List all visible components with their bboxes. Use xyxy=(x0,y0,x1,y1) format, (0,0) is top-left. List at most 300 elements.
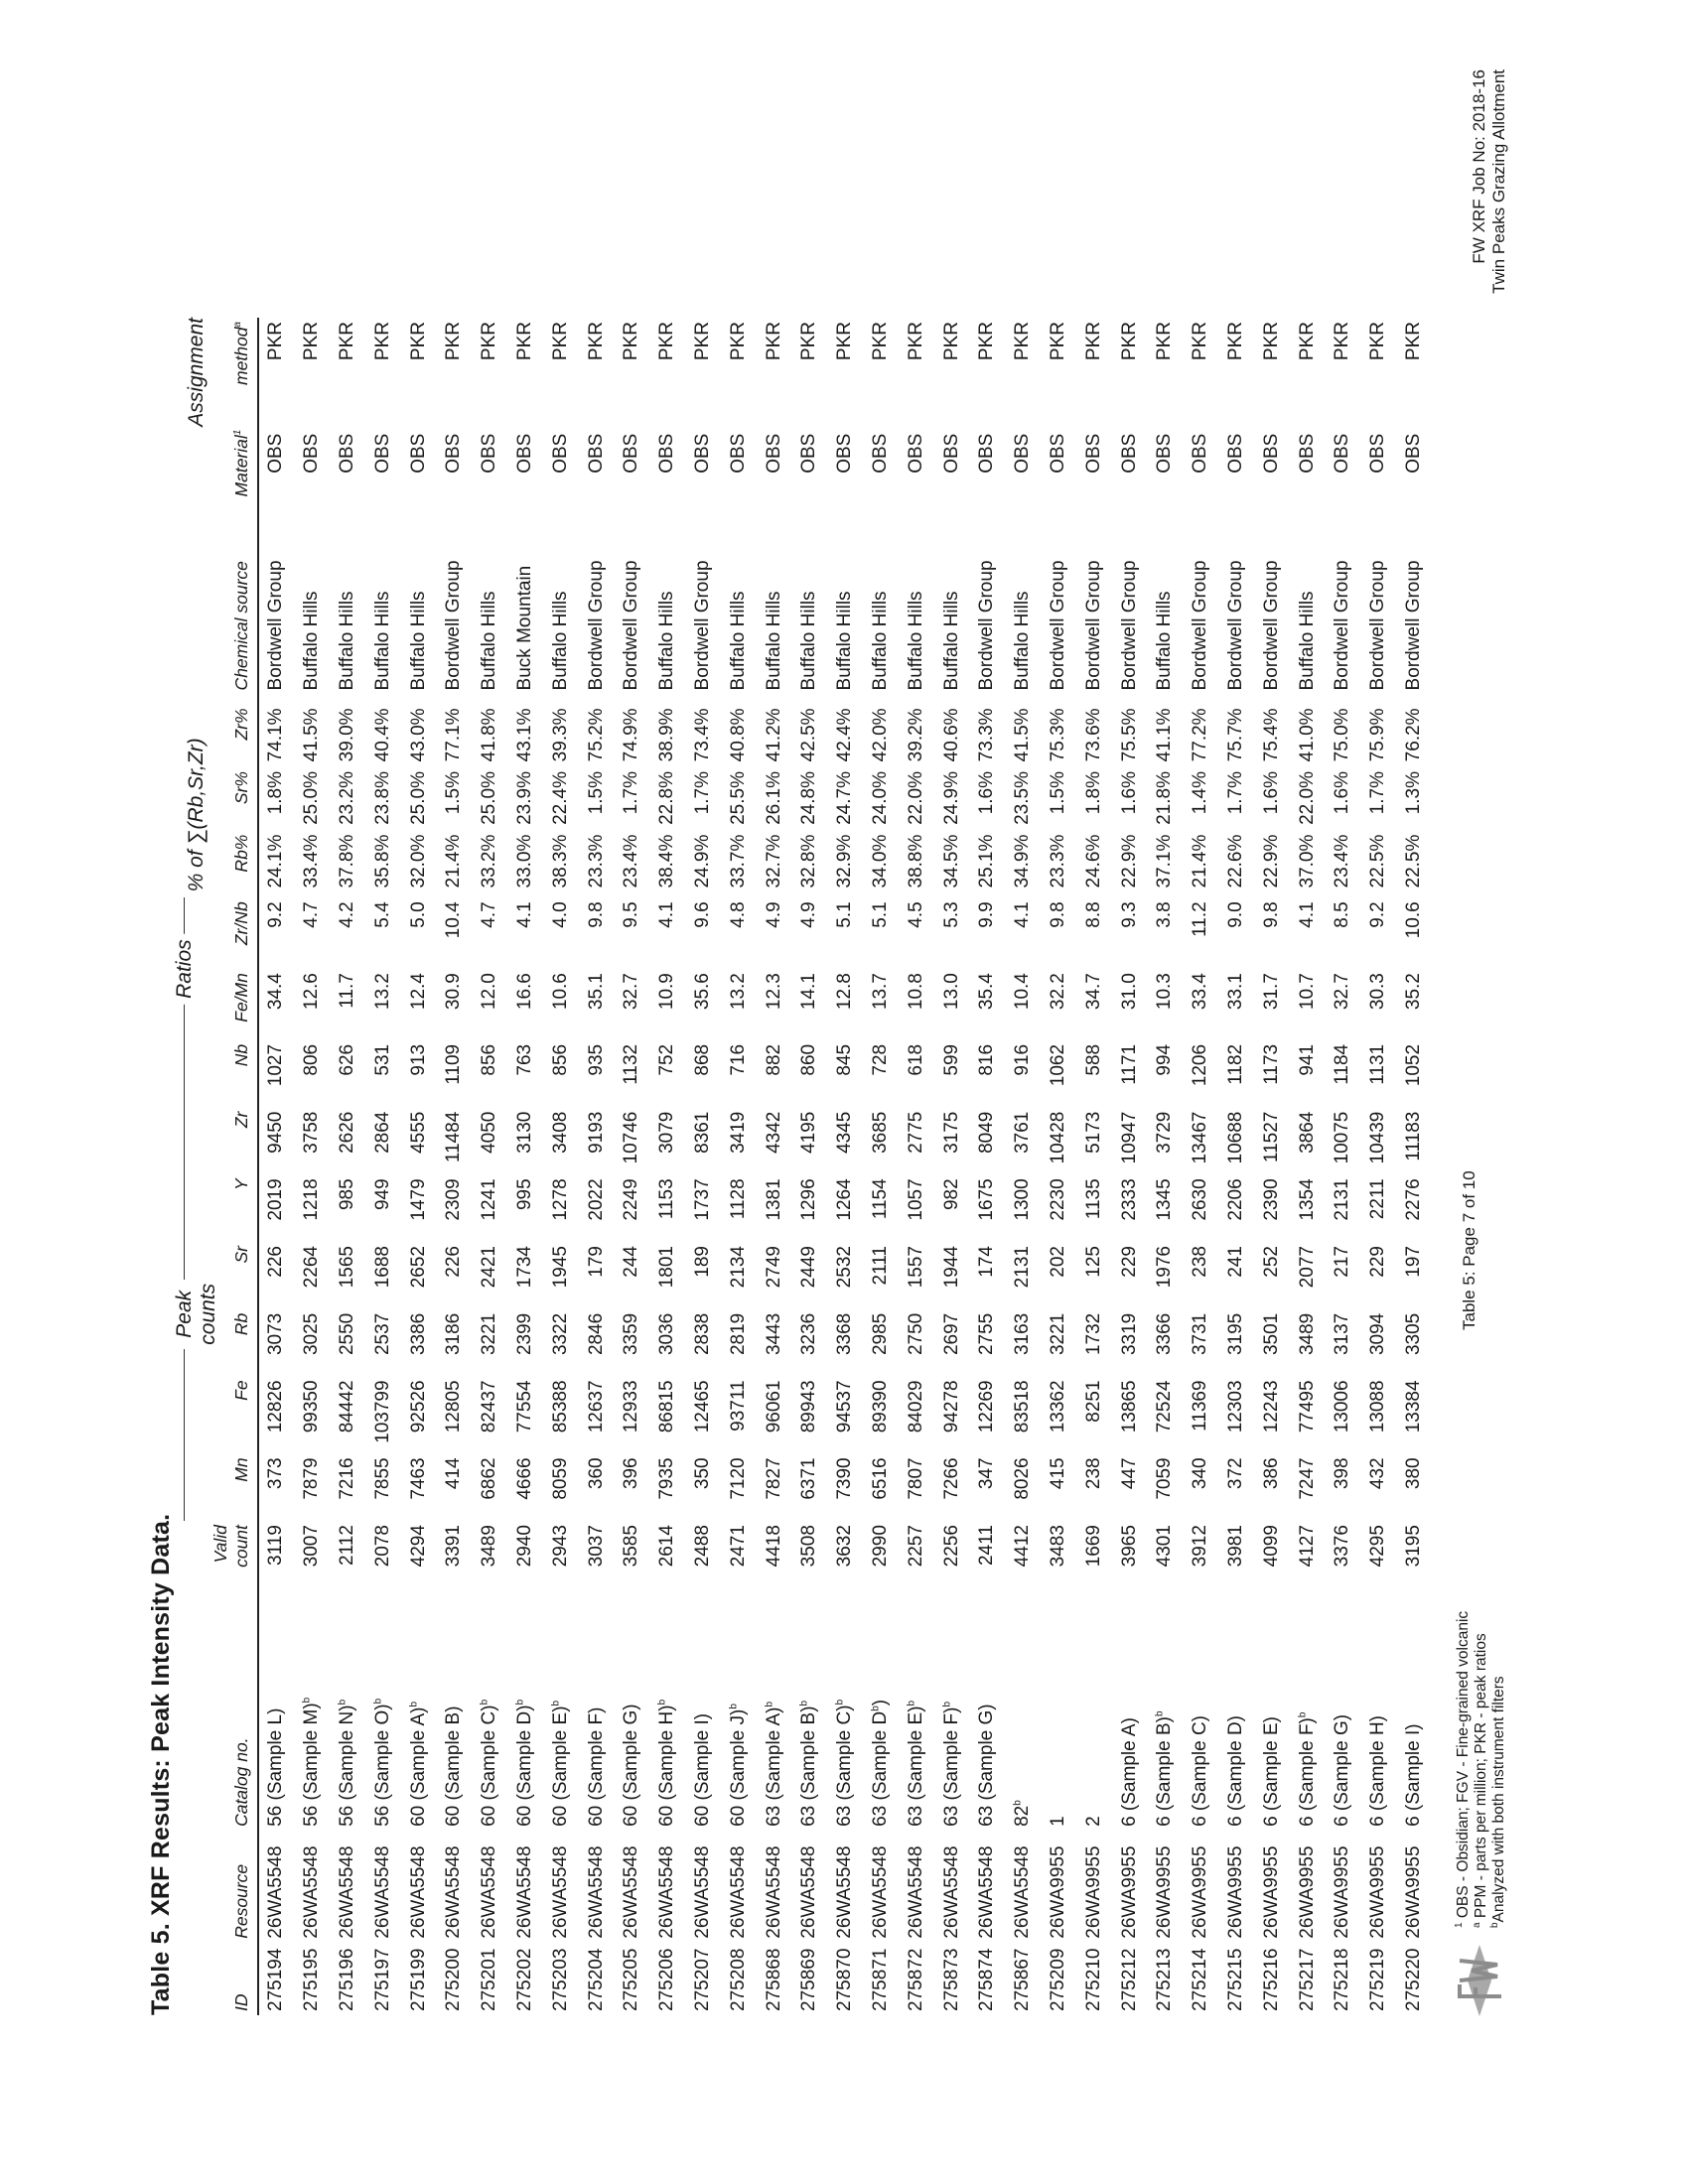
catalog-text: 60 (Sample B) xyxy=(443,1706,465,1827)
col-header-mn: Mn xyxy=(230,1457,251,1482)
cell-srp: 1.6% xyxy=(1260,771,1282,815)
cell-catalog xyxy=(401,1600,437,1831)
catalog-text: 60 (Sample G) xyxy=(621,1704,642,1827)
cell-mat: OBS xyxy=(1296,433,1318,474)
cell-chem: Bordwell Group xyxy=(1190,560,1211,691)
cell-mat: OBS xyxy=(1402,433,1424,474)
cell-resource: 26WA5548 xyxy=(301,1845,323,1939)
cell-meth: PKR xyxy=(798,322,820,361)
cell-zrp: 40.4% xyxy=(371,708,393,762)
cell-rb: 3137 xyxy=(1332,1312,1353,1356)
cell-id: 275203 xyxy=(549,1948,571,2011)
cell-zrp: 75.2% xyxy=(585,708,607,762)
cell-y: 2022 xyxy=(585,1178,607,1221)
col-header-rb-pct: Rb% xyxy=(230,834,251,873)
cell-y: 1154 xyxy=(869,1178,891,1220)
cell-zrp: 42.5% xyxy=(798,708,820,762)
cell-fe: 12269 xyxy=(976,1380,998,1433)
cell-femn: 13.2 xyxy=(727,973,749,1011)
cell-srp: 1.7% xyxy=(621,771,642,815)
cell-nb: 994 xyxy=(1154,1043,1176,1076)
cell-nb: 868 xyxy=(691,1043,713,1076)
cell-zrnb: 4.7 xyxy=(479,901,500,928)
cell-fe: 12933 xyxy=(621,1380,642,1433)
table-row xyxy=(863,318,899,2015)
cell-sr: 229 xyxy=(1367,1246,1389,1278)
cell-rb: 3489 xyxy=(1296,1312,1318,1356)
cell-chem: Bordwell Group xyxy=(443,560,465,691)
cell-zr: 3761 xyxy=(1012,1111,1034,1154)
cell-meth: PKR xyxy=(1118,322,1140,361)
cell-srp: 24.7% xyxy=(834,771,856,825)
cell-catalog xyxy=(934,1600,970,1831)
cell-femn: 10.3 xyxy=(1154,973,1176,1011)
cell-mat: OBS xyxy=(691,433,713,474)
cell-chem: Bordwell Group xyxy=(585,560,607,691)
catalog-text: 63 (Sample E) xyxy=(905,1706,926,1827)
cell-sr: 1734 xyxy=(513,1246,535,1289)
cell-femn: 10.7 xyxy=(1296,973,1318,1011)
cell-vc: 3585 xyxy=(621,1525,642,1568)
cell-chem: Bordwell Group xyxy=(621,560,642,691)
cell-zrp: 73.4% xyxy=(691,708,713,762)
cell-sr: 229 xyxy=(1118,1246,1140,1278)
cell-zrp: 75.7% xyxy=(1224,708,1246,762)
cell-resource: 26WA9955 xyxy=(1367,1845,1389,1939)
cell-id: 275204 xyxy=(585,1948,607,2011)
cell-id: 275873 xyxy=(940,1948,962,2011)
cell-nb: 728 xyxy=(869,1043,891,1076)
cell-femn: 34.7 xyxy=(1082,973,1104,1011)
cell-resource: 26WA5548 xyxy=(976,1845,998,1939)
cell-rbp: 38.3% xyxy=(549,834,571,888)
cell-zrp: 75.3% xyxy=(1047,708,1068,762)
cell-chem: Buffalo Hills xyxy=(656,591,678,691)
cell-zrnb: 5.0 xyxy=(407,901,429,928)
cell-resource: 26WA9955 xyxy=(1047,1845,1068,1939)
cell-mn: 447 xyxy=(1118,1457,1140,1490)
cell-fe: 13362 xyxy=(1047,1380,1068,1433)
cell-y: 1675 xyxy=(976,1178,998,1221)
catalog-suffix: ) xyxy=(869,1699,891,1706)
table-row xyxy=(614,318,649,2015)
cell-id: 275220 xyxy=(1402,1948,1424,2011)
cell-zrp: 43.0% xyxy=(407,708,429,762)
cell-sr: 2449 xyxy=(798,1246,820,1289)
cell-femn: 34.4 xyxy=(265,973,287,1011)
cell-mn: 7120 xyxy=(727,1457,749,1500)
cell-resource: 26WA5548 xyxy=(798,1845,820,1939)
cell-catalog xyxy=(507,1600,543,1831)
cell-y: 2309 xyxy=(443,1178,465,1221)
cell-rb: 3368 xyxy=(834,1312,856,1356)
cell-srp: 25.0% xyxy=(479,771,500,825)
cell-mat: OBS xyxy=(1047,433,1068,474)
cell-zrp: 77.1% xyxy=(443,708,465,762)
cell-rb: 3221 xyxy=(479,1312,500,1356)
cell-fe: 8251 xyxy=(1082,1380,1104,1423)
catalog-sup: b xyxy=(906,1700,917,1706)
cell-meth: PKR xyxy=(549,322,571,361)
cell-rbp: 34.0% xyxy=(869,834,891,888)
cell-zrnb: 9.8 xyxy=(585,901,607,928)
cell-resource: 26WA5548 xyxy=(869,1845,891,1939)
cell-zrp: 39.3% xyxy=(549,708,571,762)
cell-mn: 238 xyxy=(1082,1457,1104,1490)
cell-sr: 1565 xyxy=(336,1246,357,1289)
cell-zrnb: 11.2 xyxy=(1190,901,1211,937)
cell-sr: 241 xyxy=(1224,1246,1246,1278)
cell-meth: PKR xyxy=(763,322,784,361)
cell-mat: OBS xyxy=(727,433,749,474)
cell-mn: 347 xyxy=(976,1457,998,1490)
cell-id: 275212 xyxy=(1118,1948,1140,2011)
cell-srp: 21.8% xyxy=(1154,771,1176,825)
cell-mn: 7463 xyxy=(407,1457,429,1500)
cell-nb: 531 xyxy=(371,1043,393,1076)
cell-fe: 13006 xyxy=(1332,1380,1353,1433)
cell-y: 2276 xyxy=(1402,1178,1424,1221)
cell-resource: 26WA5548 xyxy=(691,1845,713,1939)
cell-mn: 373 xyxy=(265,1457,287,1490)
cell-catalog xyxy=(1147,1600,1183,1831)
cell-mat: OBS xyxy=(265,433,287,474)
cell-chem: Buffalo Hills xyxy=(940,591,962,691)
cell-vc: 3632 xyxy=(834,1525,856,1568)
col-header-resource: Resource xyxy=(230,1863,251,1939)
cell-zrnb: 4.0 xyxy=(549,901,571,928)
cell-resource: 26WA5548 xyxy=(1012,1845,1034,1939)
table-row xyxy=(258,318,295,2015)
cell-catalog xyxy=(1183,1600,1218,1831)
cell-femn: 35.2 xyxy=(1402,973,1424,1011)
cell-nb: 882 xyxy=(763,1043,784,1076)
table-row xyxy=(791,318,827,2015)
cell-zrp: 41.5% xyxy=(301,708,323,762)
cell-zrnb: 9.0 xyxy=(1224,901,1246,928)
cell-nb: 860 xyxy=(798,1043,820,1076)
cell-zr: 3079 xyxy=(656,1111,678,1154)
table-row xyxy=(721,318,757,2015)
table-row xyxy=(757,318,792,2015)
material-sup: 1 xyxy=(231,429,243,436)
cell-vc: 2614 xyxy=(656,1525,678,1568)
cell-nb: 941 xyxy=(1296,1043,1318,1076)
col-header-chemical-source: Chemical source xyxy=(230,561,251,691)
cell-resource: 26WA5548 xyxy=(549,1845,571,1939)
cell-y: 1218 xyxy=(301,1178,323,1221)
cell-rbp: 32.8% xyxy=(798,834,820,888)
cell-catalog xyxy=(365,1600,401,1831)
cell-mat: OBS xyxy=(940,433,962,474)
cell-fe: 89943 xyxy=(798,1380,820,1433)
cell-fe: 13088 xyxy=(1367,1380,1389,1433)
col-header-zr-pct: Zr% xyxy=(230,708,251,741)
cell-rbp: 21.4% xyxy=(443,834,465,888)
cell-zrp: 73.3% xyxy=(976,708,998,762)
ratios-label: Ratios xyxy=(173,933,197,1005)
cell-zrnb: 5.1 xyxy=(834,901,856,928)
table-row xyxy=(1360,318,1396,2015)
cell-chem: Buffalo Hills xyxy=(869,591,891,691)
cell-rb: 3731 xyxy=(1190,1312,1211,1356)
cell-zr: 10688 xyxy=(1224,1111,1246,1164)
cell-sr: 244 xyxy=(621,1246,642,1278)
cell-zr: 10075 xyxy=(1332,1111,1353,1164)
cell-y: 2333 xyxy=(1118,1178,1140,1221)
cell-chem: Buffalo Hills xyxy=(727,591,749,691)
cell-srp: 1.7% xyxy=(1224,771,1246,815)
cell-femn: 10.4 xyxy=(1012,973,1034,1011)
cell-chem: Bordwell Group xyxy=(1118,560,1140,691)
cell-resource: 26WA5548 xyxy=(443,1845,465,1939)
cell-fe: 86815 xyxy=(656,1380,678,1433)
cell-rb: 2985 xyxy=(869,1312,891,1356)
cell-id: 275218 xyxy=(1332,1948,1353,2011)
cell-id: 275202 xyxy=(513,1948,535,2011)
cell-mn: 386 xyxy=(1260,1457,1282,1490)
table-row xyxy=(685,318,721,2015)
table-row xyxy=(330,318,365,2015)
cell-vc: 3912 xyxy=(1190,1525,1211,1568)
cell-fe: 82437 xyxy=(479,1380,500,1433)
cell-resource: 26WA5548 xyxy=(336,1845,357,1939)
cell-rbp: 33.7% xyxy=(727,834,749,888)
cell-chem: Bordwell Group xyxy=(1332,560,1353,691)
cell-zrnb: 4.1 xyxy=(513,901,535,928)
cell-catalog xyxy=(1041,1600,1076,1831)
cell-id: 275216 xyxy=(1260,1948,1282,2011)
footnote-b-text: Analyzed with both instrument filters xyxy=(1490,1676,1507,1923)
catalog-text: 6 (Sample G) xyxy=(1332,1713,1353,1827)
cell-femn: 35.6 xyxy=(691,973,713,1011)
cell-y: 1345 xyxy=(1154,1178,1176,1221)
col-header-sr: Sr xyxy=(230,1246,251,1264)
assignment-group: Assignment xyxy=(184,318,208,427)
cell-nb: 1182 xyxy=(1224,1043,1246,1085)
cell-id: 275201 xyxy=(479,1948,500,2011)
catalog-text: 60 (Sample H) xyxy=(656,1705,678,1827)
cell-rbp: 22.6% xyxy=(1224,834,1246,888)
cell-vc: 3007 xyxy=(301,1525,323,1568)
cell-vc: 2943 xyxy=(549,1525,571,1568)
cell-fe: 84029 xyxy=(905,1380,926,1433)
cell-femn: 12.0 xyxy=(479,973,500,1011)
cell-chem: Buffalo Hills xyxy=(834,591,856,691)
cell-nb: 763 xyxy=(513,1043,535,1076)
cell-meth: PKR xyxy=(905,322,926,361)
cell-zr: 4555 xyxy=(407,1111,429,1154)
cell-y: 1296 xyxy=(798,1178,820,1221)
cell-mn: 380 xyxy=(1402,1457,1424,1490)
cell-mat: OBS xyxy=(371,433,393,474)
cell-fe: 12303 xyxy=(1224,1380,1246,1433)
cell-resource: 26WA5548 xyxy=(371,1845,393,1939)
cell-sr: 2421 xyxy=(479,1246,500,1289)
cell-id: 275872 xyxy=(905,1948,926,2011)
cell-mat: OBS xyxy=(905,433,926,474)
catalog-text: 82 xyxy=(1012,1805,1034,1827)
cell-mn: 432 xyxy=(1367,1457,1389,1490)
cell-vc: 2488 xyxy=(691,1525,713,1568)
cell-y: 2390 xyxy=(1260,1178,1282,1221)
col-header-sr-pct: Sr% xyxy=(230,771,251,805)
cell-mn: 7855 xyxy=(371,1457,393,1500)
cell-resource: 26WA5548 xyxy=(265,1845,287,1939)
cell-rbp: 33.4% xyxy=(301,834,323,888)
cell-nb: 588 xyxy=(1082,1043,1104,1076)
cell-y: 1479 xyxy=(407,1178,429,1221)
cell-chem: Bordwell Group xyxy=(1047,560,1068,691)
col-header-valid-count: Valid count xyxy=(210,1525,251,1568)
cell-meth: PKR xyxy=(940,322,962,361)
cell-catalog xyxy=(969,1600,1005,1831)
cell-meth: PKR xyxy=(479,322,500,361)
cell-sr: 125 xyxy=(1082,1246,1104,1278)
catalog-sup: b xyxy=(479,1699,491,1706)
footnote-a xyxy=(1473,1611,1490,1928)
cell-nb: 806 xyxy=(301,1043,323,1076)
cell-zrp: 41.5% xyxy=(1012,708,1034,762)
cell-id: 275208 xyxy=(727,1948,749,2011)
col-header-zr-nb: Zr/Nb xyxy=(230,901,251,946)
cell-catalog xyxy=(1112,1600,1148,1831)
cell-chem: Buffalo Hills xyxy=(549,591,571,691)
cell-zrp: 75.0% xyxy=(1332,708,1353,762)
cell-srp: 1.6% xyxy=(1118,771,1140,815)
cell-y: 1737 xyxy=(691,1178,713,1221)
project-name: Twin Peaks Grazing Allotment xyxy=(1489,69,1508,294)
table-row xyxy=(507,318,543,2015)
cell-srp: 24.9% xyxy=(940,771,962,825)
cell-zrnb: 9.8 xyxy=(1260,901,1282,928)
cell-srp: 1.6% xyxy=(1332,771,1353,815)
footnote-1-text: OBS - Obsidian; FGV - Fine-grained volcanic xyxy=(1455,1610,1472,1919)
cell-meth: PKR xyxy=(265,322,287,361)
table-row xyxy=(1005,318,1041,2015)
cell-mn: 6862 xyxy=(479,1457,500,1500)
catalog-sup: b xyxy=(550,1700,562,1706)
cell-meth: PKR xyxy=(1047,322,1068,361)
cell-mn: 8026 xyxy=(1012,1457,1034,1500)
cell-rb: 3186 xyxy=(443,1312,465,1356)
col-header-y: Y xyxy=(230,1178,251,1191)
footnote-1 xyxy=(1455,1611,1473,1928)
cell-catalog xyxy=(685,1600,721,1831)
cell-zr: 11183 xyxy=(1402,1111,1424,1161)
cell-catalog xyxy=(1218,1600,1254,1831)
cell-zr: 3864 xyxy=(1296,1111,1318,1154)
cell-id: 275870 xyxy=(834,1948,856,2011)
cell-rb: 3236 xyxy=(798,1312,820,1356)
cell-catalog xyxy=(721,1600,757,1831)
cell-rb: 2399 xyxy=(513,1312,535,1356)
cell-vc: 2411 xyxy=(976,1525,998,1566)
cell-vc: 3195 xyxy=(1402,1525,1424,1568)
cell-rb: 3359 xyxy=(621,1312,642,1356)
cell-catalog xyxy=(1290,1600,1326,1831)
cell-mat: OBS xyxy=(1260,433,1282,474)
cell-rb: 3073 xyxy=(265,1312,287,1356)
catalog-sup: b xyxy=(337,1699,349,1706)
cell-rb: 2755 xyxy=(976,1312,998,1356)
cell-vc: 4294 xyxy=(407,1525,429,1568)
cell-mat: OBS xyxy=(407,433,429,474)
cell-sr: 226 xyxy=(265,1246,287,1278)
cell-chem: Bordwell Group xyxy=(976,560,998,691)
cell-catalog xyxy=(791,1600,827,1831)
cell-mat: OBS xyxy=(513,433,535,474)
table-row xyxy=(827,318,863,2015)
cell-vc: 4301 xyxy=(1154,1525,1176,1568)
cell-id: 275213 xyxy=(1154,1948,1176,2011)
cell-rb: 1732 xyxy=(1082,1312,1104,1356)
cell-sr: 252 xyxy=(1260,1246,1282,1278)
table-row xyxy=(1183,318,1218,2015)
cell-y: 1057 xyxy=(905,1178,926,1221)
cell-nb: 752 xyxy=(656,1043,678,1076)
cell-zr: 9450 xyxy=(265,1111,287,1154)
cell-fe: 85388 xyxy=(549,1380,571,1433)
cell-nb: 913 xyxy=(407,1043,429,1076)
cell-nb: 856 xyxy=(479,1043,500,1076)
peak-counts-label: Peak counts xyxy=(173,1280,220,1349)
cell-zr: 10428 xyxy=(1047,1111,1068,1164)
cell-nb: 1052 xyxy=(1402,1043,1424,1087)
cell-zrp: 75.5% xyxy=(1118,708,1140,762)
cell-id: 275217 xyxy=(1296,1948,1318,2011)
cell-srp: 22.8% xyxy=(656,771,678,825)
cell-sr: 202 xyxy=(1047,1246,1068,1278)
cell-zr: 4050 xyxy=(479,1111,500,1154)
cell-zr: 11484 xyxy=(443,1111,465,1163)
cell-rbp: 33.0% xyxy=(513,834,535,888)
cell-mat: OBS xyxy=(798,433,820,474)
cell-zr: 3729 xyxy=(1154,1111,1176,1154)
catalog-sup: b xyxy=(941,1701,953,1707)
catalog-sup: b xyxy=(372,1698,384,1705)
cell-meth: PKR xyxy=(1367,322,1389,361)
cell-meth: PKR xyxy=(1082,322,1104,361)
cell-meth: PKR xyxy=(691,322,713,361)
cell-zr: 3758 xyxy=(301,1111,323,1154)
cell-fe: 92526 xyxy=(407,1380,429,1433)
cell-zrp: 74.9% xyxy=(621,708,642,762)
cell-rbp: 22.9% xyxy=(1118,834,1140,888)
cell-mat: OBS xyxy=(869,433,891,474)
cell-nb: 845 xyxy=(834,1043,856,1076)
table-row xyxy=(1396,318,1432,2015)
cell-resource: 26WA5548 xyxy=(656,1845,678,1939)
cell-mn: 396 xyxy=(621,1457,642,1490)
cell-catalog xyxy=(649,1600,685,1831)
cell-mn: 415 xyxy=(1047,1457,1068,1490)
cell-zrnb: 3.8 xyxy=(1154,901,1176,928)
cell-fe: 13865 xyxy=(1118,1380,1140,1433)
cell-rb: 3163 xyxy=(1012,1312,1034,1356)
cell-zrnb: 4.8 xyxy=(727,901,749,928)
cell-vc: 3037 xyxy=(585,1525,607,1568)
cell-resource: 26WA5548 xyxy=(834,1845,856,1939)
cell-zr: 9193 xyxy=(585,1111,607,1154)
cell-srp: 1.4% xyxy=(1190,771,1211,815)
cell-chem: Buffalo Hills xyxy=(1012,591,1034,691)
cell-mat: OBS xyxy=(1190,433,1211,474)
cell-srp: 1.8% xyxy=(265,771,287,815)
cell-rb: 3094 xyxy=(1367,1312,1389,1356)
cell-sr: 2134 xyxy=(727,1246,749,1289)
cell-sr: 1976 xyxy=(1154,1246,1176,1289)
